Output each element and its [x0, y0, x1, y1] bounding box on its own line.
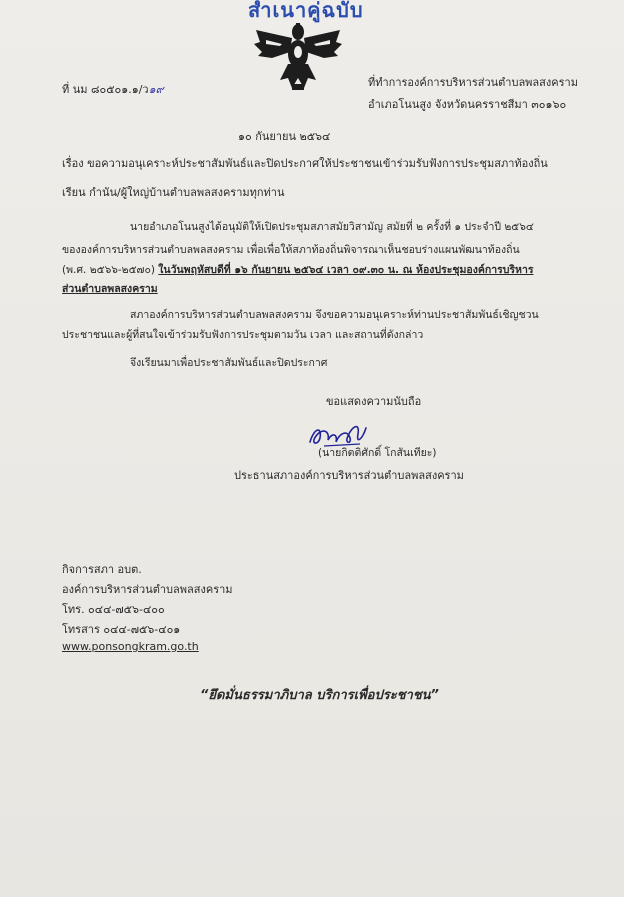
- para2-line2: ประชาชนและผู้ที่สนใจเข้าร่วมรับฟังการประชุมตามวัน เวลา และสถานที่ดังกล่าว: [62, 329, 424, 341]
- para1-line1: นายอำเภอโนนสูงได้อนุมัติให้เปิดประชุมสภาสมัยวิสามัญ สมัยที่ ๒ ครั้งที่ ๑ ประจำปี ๒๕๖๔: [130, 221, 534, 233]
- para1-line3: [62, 261, 534, 278]
- reference-number-printed: ที่ นม ๘๐๕๐๑.๑/ว: [62, 83, 149, 96]
- letter-recipient: เรียน กำนัน/ผู้ใหญ่บ้านตำบลพลสงครามทุกท่าน: [62, 186, 285, 199]
- signer-name: (นายกิตติศักดิ์ โกสันเทียะ): [318, 447, 437, 459]
- contact-telephone: โทร. ๐๔๔-๗๕๖-๔๐๐: [62, 603, 165, 616]
- motto: “ยึดมั่นธรรมาภิบาล บริการเพื่อประชาชน”: [200, 688, 439, 703]
- letter-subject: เรื่อง ขอความอนุเคราะห์ประชาสัมพันธ์และปิดประกาศให้ประชาชนเข้าร่วมรับฟังการประชุมสภาท้องถิ่น: [62, 157, 548, 170]
- para1-line2: ขององค์การบริหารส่วนตำบลพลสงคราม เพื่อเพื่อให้สภาท้องถิ่นพิจารณาเห็นชอบร่างแผนพัฒนาท้องถิ่น: [62, 244, 520, 256]
- contact-fax: โทรสาร ๐๔๔-๗๕๖-๔๐๑: [62, 623, 181, 636]
- para1-line4: ส่วนตำบลพลสงคราม: [62, 283, 158, 295]
- para1-meeting-datetime: ในวันพฤหัสบดีที่ ๑๖ กันยายน ๒๕๖๔ เวลา ๐๙.๓๐ น. ณ ห้องประชุมองค์การบริหาร: [158, 264, 534, 276]
- office-address: [368, 72, 578, 116]
- reference-number-handwritten: ๑๙: [148, 83, 164, 96]
- contact-website[interactable]: [62, 640, 199, 653]
- copy-stamp: สำเนาคู่ฉบับ: [248, 0, 364, 22]
- office-address-line1: ที่ทำการองค์การบริหารส่วนตำบลพลสงคราม: [368, 76, 578, 89]
- para1-year-range: (พ.ศ. ๒๕๖๖-๒๕๗๐): [62, 264, 155, 276]
- reference-number: [62, 80, 164, 98]
- office-address-line2: อำเภอโนนสูง จังหวัดนครราชสีมา ๓๐๑๖๐: [368, 98, 567, 111]
- closing-salutation: ขอแสดงความนับถือ: [326, 395, 422, 408]
- garuda-emblem-icon: [252, 22, 344, 98]
- website-link[interactable]: www.ponsongkram.go.th: [62, 640, 199, 653]
- contact-organization: องค์การบริหารส่วนตำบลพลสงคราม: [62, 583, 233, 596]
- letter-date: ๑๐ กันยายน ๒๕๖๔: [238, 130, 331, 143]
- para2-line1: สภาองค์การบริหารส่วนตำบลพลสงคราม จึงขอความอนุเคราะห์ท่านประชาสัมพันธ์เชิญชวน: [130, 309, 539, 321]
- contact-department: กิจการสภา อบต.: [62, 563, 142, 576]
- signer-title: ประธานสภาองค์การบริหารส่วนตำบลพลสงคราม: [234, 469, 464, 482]
- para3: จึงเรียนมาเพื่อประชาสัมพันธ์และปิดประกาศ: [130, 357, 328, 369]
